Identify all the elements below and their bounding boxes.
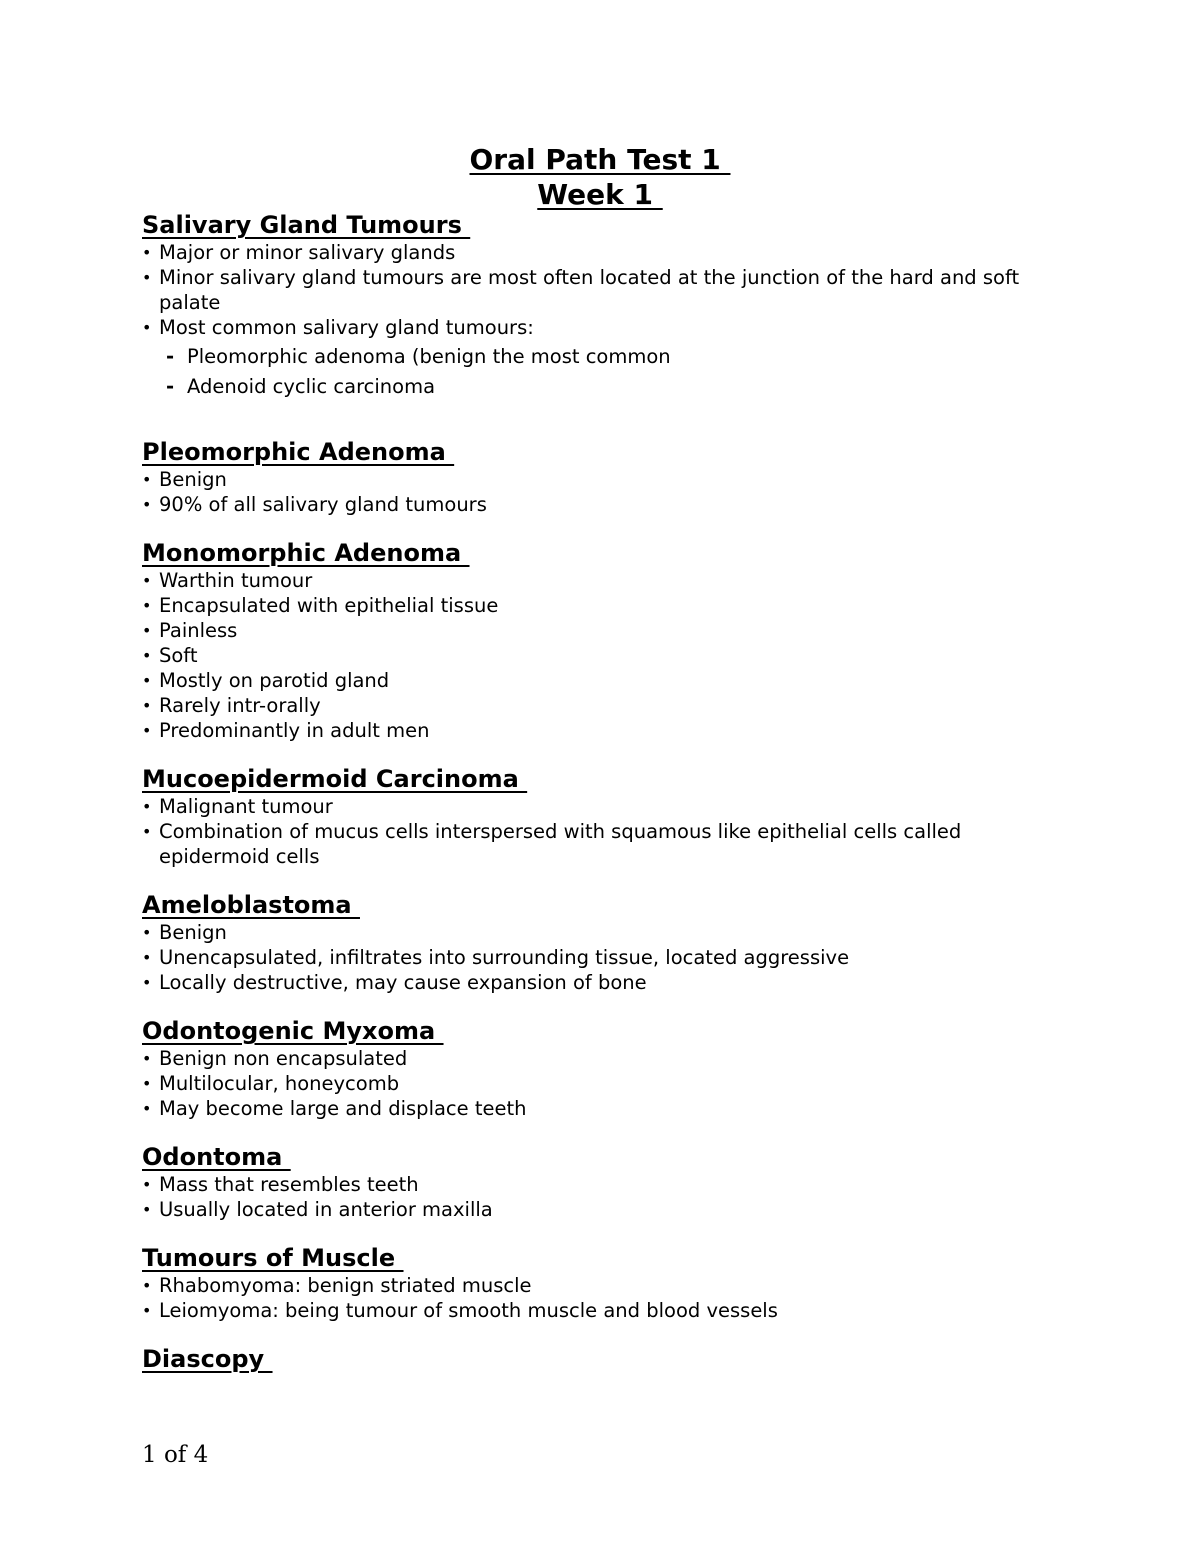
list-item: • Combination of mucus cells interspersed with squamous like epithelial cells called epidermoid cells <box>142 819 1072 869</box>
list-item: • Predominantly in adult men <box>142 718 1072 743</box>
page-number: 1 of 4 <box>142 1442 209 1468</box>
list-item: • Benign non encapsulated <box>142 1046 1072 1071</box>
spacer <box>142 404 1072 416</box>
sub-list-item: - Adenoid cyclic carcinoma <box>142 372 1072 402</box>
bullet-list <box>142 920 1072 995</box>
bullet-list <box>142 240 1072 340</box>
section-heading: Odontoma <box>142 1143 291 1171</box>
list-item: • 90% of all salivary gland tumours <box>142 492 1072 517</box>
list-item: • Major or minor salivary glands <box>142 240 1072 265</box>
list-item: • Unencapsulated, infiltrates into surrounding tissue, located aggressive <box>142 945 1072 970</box>
bullet-list <box>142 1273 1072 1323</box>
list-item: • Benign <box>142 920 1072 945</box>
list-item: • Rarely intr-orally <box>142 693 1072 718</box>
section-diascopy <box>142 1344 1072 1374</box>
list-item: • Locally destructive, may cause expansion of bone <box>142 970 1072 995</box>
section-heading: Salivary Gland Tumours <box>142 211 471 239</box>
list-item: • Rhabomyoma: benign striated muscle <box>142 1273 1072 1298</box>
bullet-list <box>142 1172 1072 1222</box>
section-heading: Ameloblastoma <box>142 891 360 919</box>
section-pleomorphic-adenoma <box>142 437 1072 517</box>
section-monomorphic-adenoma <box>142 538 1072 743</box>
section-ameloblastoma <box>142 890 1072 995</box>
bullet-list <box>142 568 1072 743</box>
section-salivary-gland-tumours <box>142 210 1072 416</box>
list-item: • Benign <box>142 467 1072 492</box>
document-body <box>142 210 1072 1395</box>
section-odontogenic-myxoma <box>142 1016 1072 1121</box>
sub-list-item: - Pleomorphic adenoma (benign the most common <box>142 342 1072 372</box>
section-heading: Monomorphic Adenoma <box>142 539 470 567</box>
list-item: • Painless <box>142 618 1072 643</box>
section-odontoma <box>142 1142 1072 1222</box>
section-heading: Odontogenic Myxoma <box>142 1017 444 1045</box>
section-tumours-of-muscle <box>142 1243 1072 1323</box>
list-item: • May become large and displace teeth <box>142 1096 1072 1121</box>
section-mucoepidermoid-carcinoma <box>142 764 1072 869</box>
document-subtitle: Week 1 <box>537 178 663 211</box>
section-heading: Diascopy <box>142 1345 273 1373</box>
sub-list <box>142 342 1072 402</box>
document-title: Oral Path Test 1 <box>469 143 731 176</box>
list-item: • Mostly on parotid gland <box>142 668 1072 693</box>
list-item: • Most common salivary gland tumours: <box>142 315 1072 340</box>
bullet-list <box>142 794 1072 869</box>
list-item: • Soft <box>142 643 1072 668</box>
section-heading: Pleomorphic Adenoma <box>142 438 455 466</box>
list-item: • Usually located in anterior maxilla <box>142 1197 1072 1222</box>
list-item: • Mass that resembles teeth <box>142 1172 1072 1197</box>
list-item: • Leiomyoma: being tumour of smooth muscle and blood vessels <box>142 1298 1072 1323</box>
list-item: • Warthin tumour <box>142 568 1072 593</box>
list-item: • Malignant tumour <box>142 794 1072 819</box>
title-block <box>0 142 1200 212</box>
list-item: • Multilocular, honeycomb <box>142 1071 1072 1096</box>
list-item: • Encapsulated with epithelial tissue <box>142 593 1072 618</box>
bullet-list <box>142 1046 1072 1121</box>
list-item: • Minor salivary gland tumours are most often located at the junction of the hard and soft palate <box>142 265 1072 315</box>
bullet-list <box>142 467 1072 517</box>
section-heading: Tumours of Muscle <box>142 1244 404 1272</box>
section-heading: Mucoepidermoid Carcinoma <box>142 765 528 793</box>
